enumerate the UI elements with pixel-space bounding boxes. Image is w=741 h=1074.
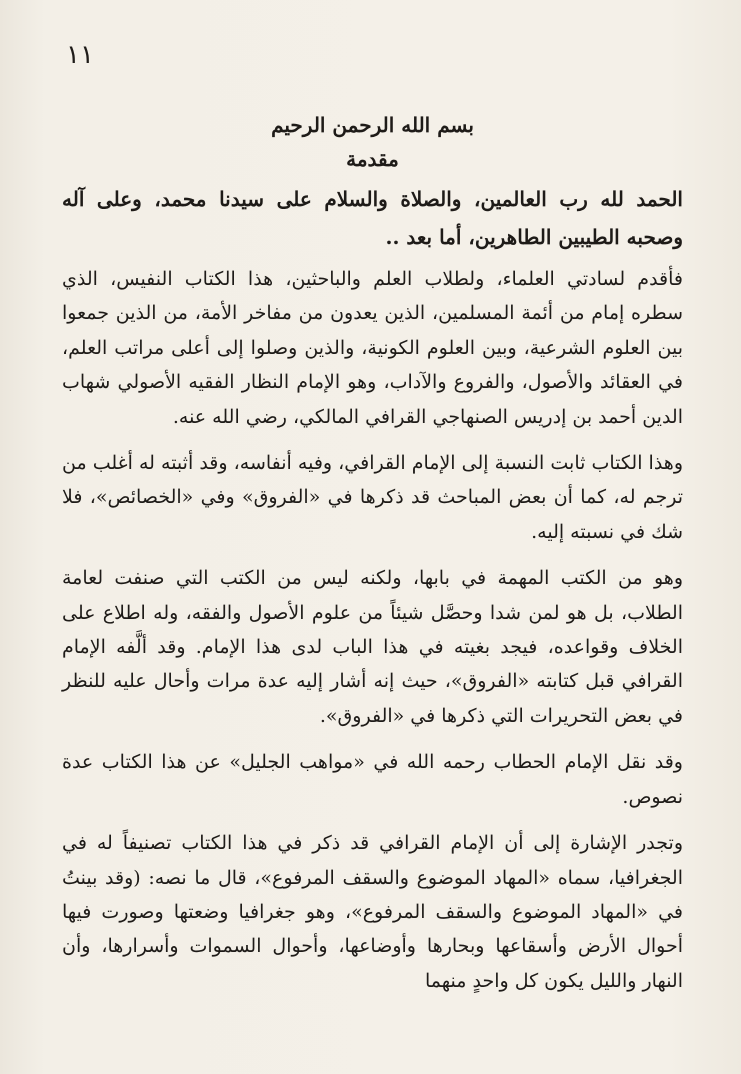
paragraph-opening: الحمد لله رب العالمين، والصلاة والسلام على سيدنا محمد، وعلى آله وصحبه الطيبين الطاهرين، أما بعد .. bbox=[62, 187, 683, 249]
paragraph-attribution: وهذا الكتاب ثابت النسبة إلى الإمام القرافي، وفيه أنفاسه، وقد أثبته له أغلب من ترجم له، كما أن بعض المباحث قد ذكرها في «الفروق» وفي «الخصائص»، فلا شك في نسبته إليه. bbox=[62, 452, 683, 543]
paragraph-importance: وهو من الكتب المهمة في بابها، ولكنه ليس من الكتب التي صنفت لعامة الطلاب، بل هو لمن شدا وحصَّل شيئاً من علوم الأصول والفقه، وله اطلاع على الخلاف وقواعده، فيجد بغيته في هذا الباب لدى هذا الإمام. وقد ألَّفه الإمام القرافي قبل كتابته «الفروق»، حيث إنه أشار إليه عدة مرات وأحال عليه للنظر في بعض التحريرات التي ذكرها في «الفروق». bbox=[62, 567, 683, 727]
basmala: بسم الله الرحمن الرحيم bbox=[271, 113, 474, 137]
paragraph-citation: وقد نقل الإمام الحطاب رحمه الله في «مواهب الجليل» عن هذا الكتاب عدة نصوص. bbox=[62, 751, 683, 808]
section-heading: مقدمة bbox=[346, 147, 399, 171]
page-body bbox=[62, 108, 683, 1010]
paragraph-geography: وتجدر الإشارة إلى أن الإمام القرافي قد ذكر في هذا الكتاب تصنيفاً له في الجغرافيا، سماه «المهاد الموضوع والسقف المرفوع»، قال ما نصه: (وقد بينتُ في «المهاد الموضوع والسقف المرفوع»، وهو جغرافيا وضعتها وصورت فيها أحوال الأرض وأسقاعها وبحارها وأوضاعها، وأحوال السموات وأسرارها، وأن النهار والليل يكون كل واحدٍ منهما bbox=[62, 832, 683, 992]
paragraph-introduction: فأقدم لسادتي العلماء، ولطلاب العلم والباحثين، هذا الكتاب النفيس، الذي سطره إمام من أئمة المسلمين، الذين يعدون من مفاخر الأمة، من الذين جمعوا بين العلوم الشرعية، وبين العلوم الكونية، والذين وصلوا إلى أعلى مراتب العلم، في العقائد والأصول، والفروع والآداب، وهو الإمام النظار الفقيه الأصولي شهاب الدين أحمد بن إدريس الصنهاجي القرافي المالكي، رضي الله عنه. bbox=[62, 268, 683, 428]
page-number: ١١ bbox=[66, 40, 94, 70]
